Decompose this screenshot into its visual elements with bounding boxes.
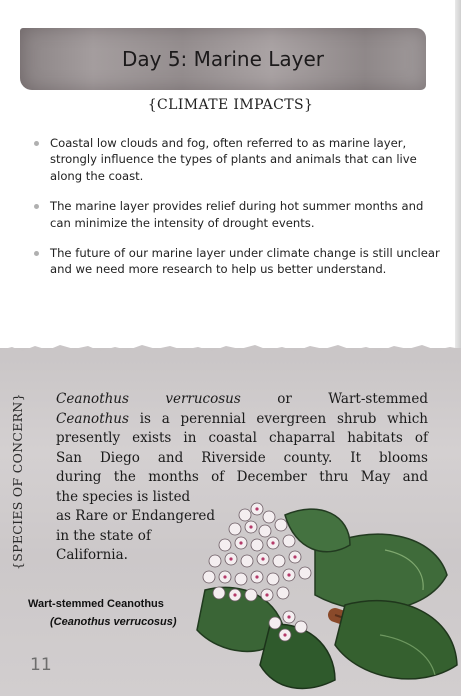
species-line-2-text: is a perennial evergreen shrub which [128,410,428,427]
illustration-caption-common-name: Wart-stemmed Ceanothus [28,598,164,610]
species-genus: Ceanothus [56,410,129,427]
species-line-3: presently exists in coastal chaparral habitats of [56,430,428,446]
species-line-4: San Diego and Riverside county. It blooms [56,449,428,466]
page-title: Day 5: Marine Layer [121,47,325,71]
species-line-2 [56,410,428,430]
ceanothus-flower-illustration [185,495,461,696]
species-line-9: California. [56,547,128,563]
bullet-text: Coastal low clouds and fog, often referred to as marine layer, strongly influence the types of plants and animals that can live along the coast. [50,136,417,183]
species-scientific-name: Ceanothus verrucosus [56,391,241,407]
list-item [32,135,444,184]
climate-impact-list [32,135,444,292]
list-item [32,245,444,278]
species-line-7: as Rare or Endangered [56,508,216,524]
page-number: 11 [30,655,52,675]
species-line-6: the species is listed [56,488,191,505]
illustration-caption-scientific-name: (Ceanothus verrucosus) [50,616,177,628]
bullet-dot-icon [34,141,39,146]
list-item [32,198,444,231]
species-common-prefix: Wart-stemmed [328,391,428,407]
bullet-dot-icon [34,251,39,256]
species-line-8: in the state of [56,527,151,544]
torn-paper-edge [0,340,461,358]
bullet-text: The marine layer provides relief during hot summer months and can minimize the intensity of drought events. [50,199,424,230]
species-line-5: during the months of December thru May and [56,469,428,485]
section-heading-climate-impacts: {CLIMATE IMPACTS} [147,97,314,113]
species-word-or: or [277,391,292,407]
bullet-dot-icon [34,204,39,209]
species-line-1 [56,390,428,410]
bullet-text: The future of our marine layer under climate change is still unclear and we need more research to help us better understand. [50,246,440,277]
species-of-concern-label: {SPECIES OF CONCERN} [10,393,25,570]
